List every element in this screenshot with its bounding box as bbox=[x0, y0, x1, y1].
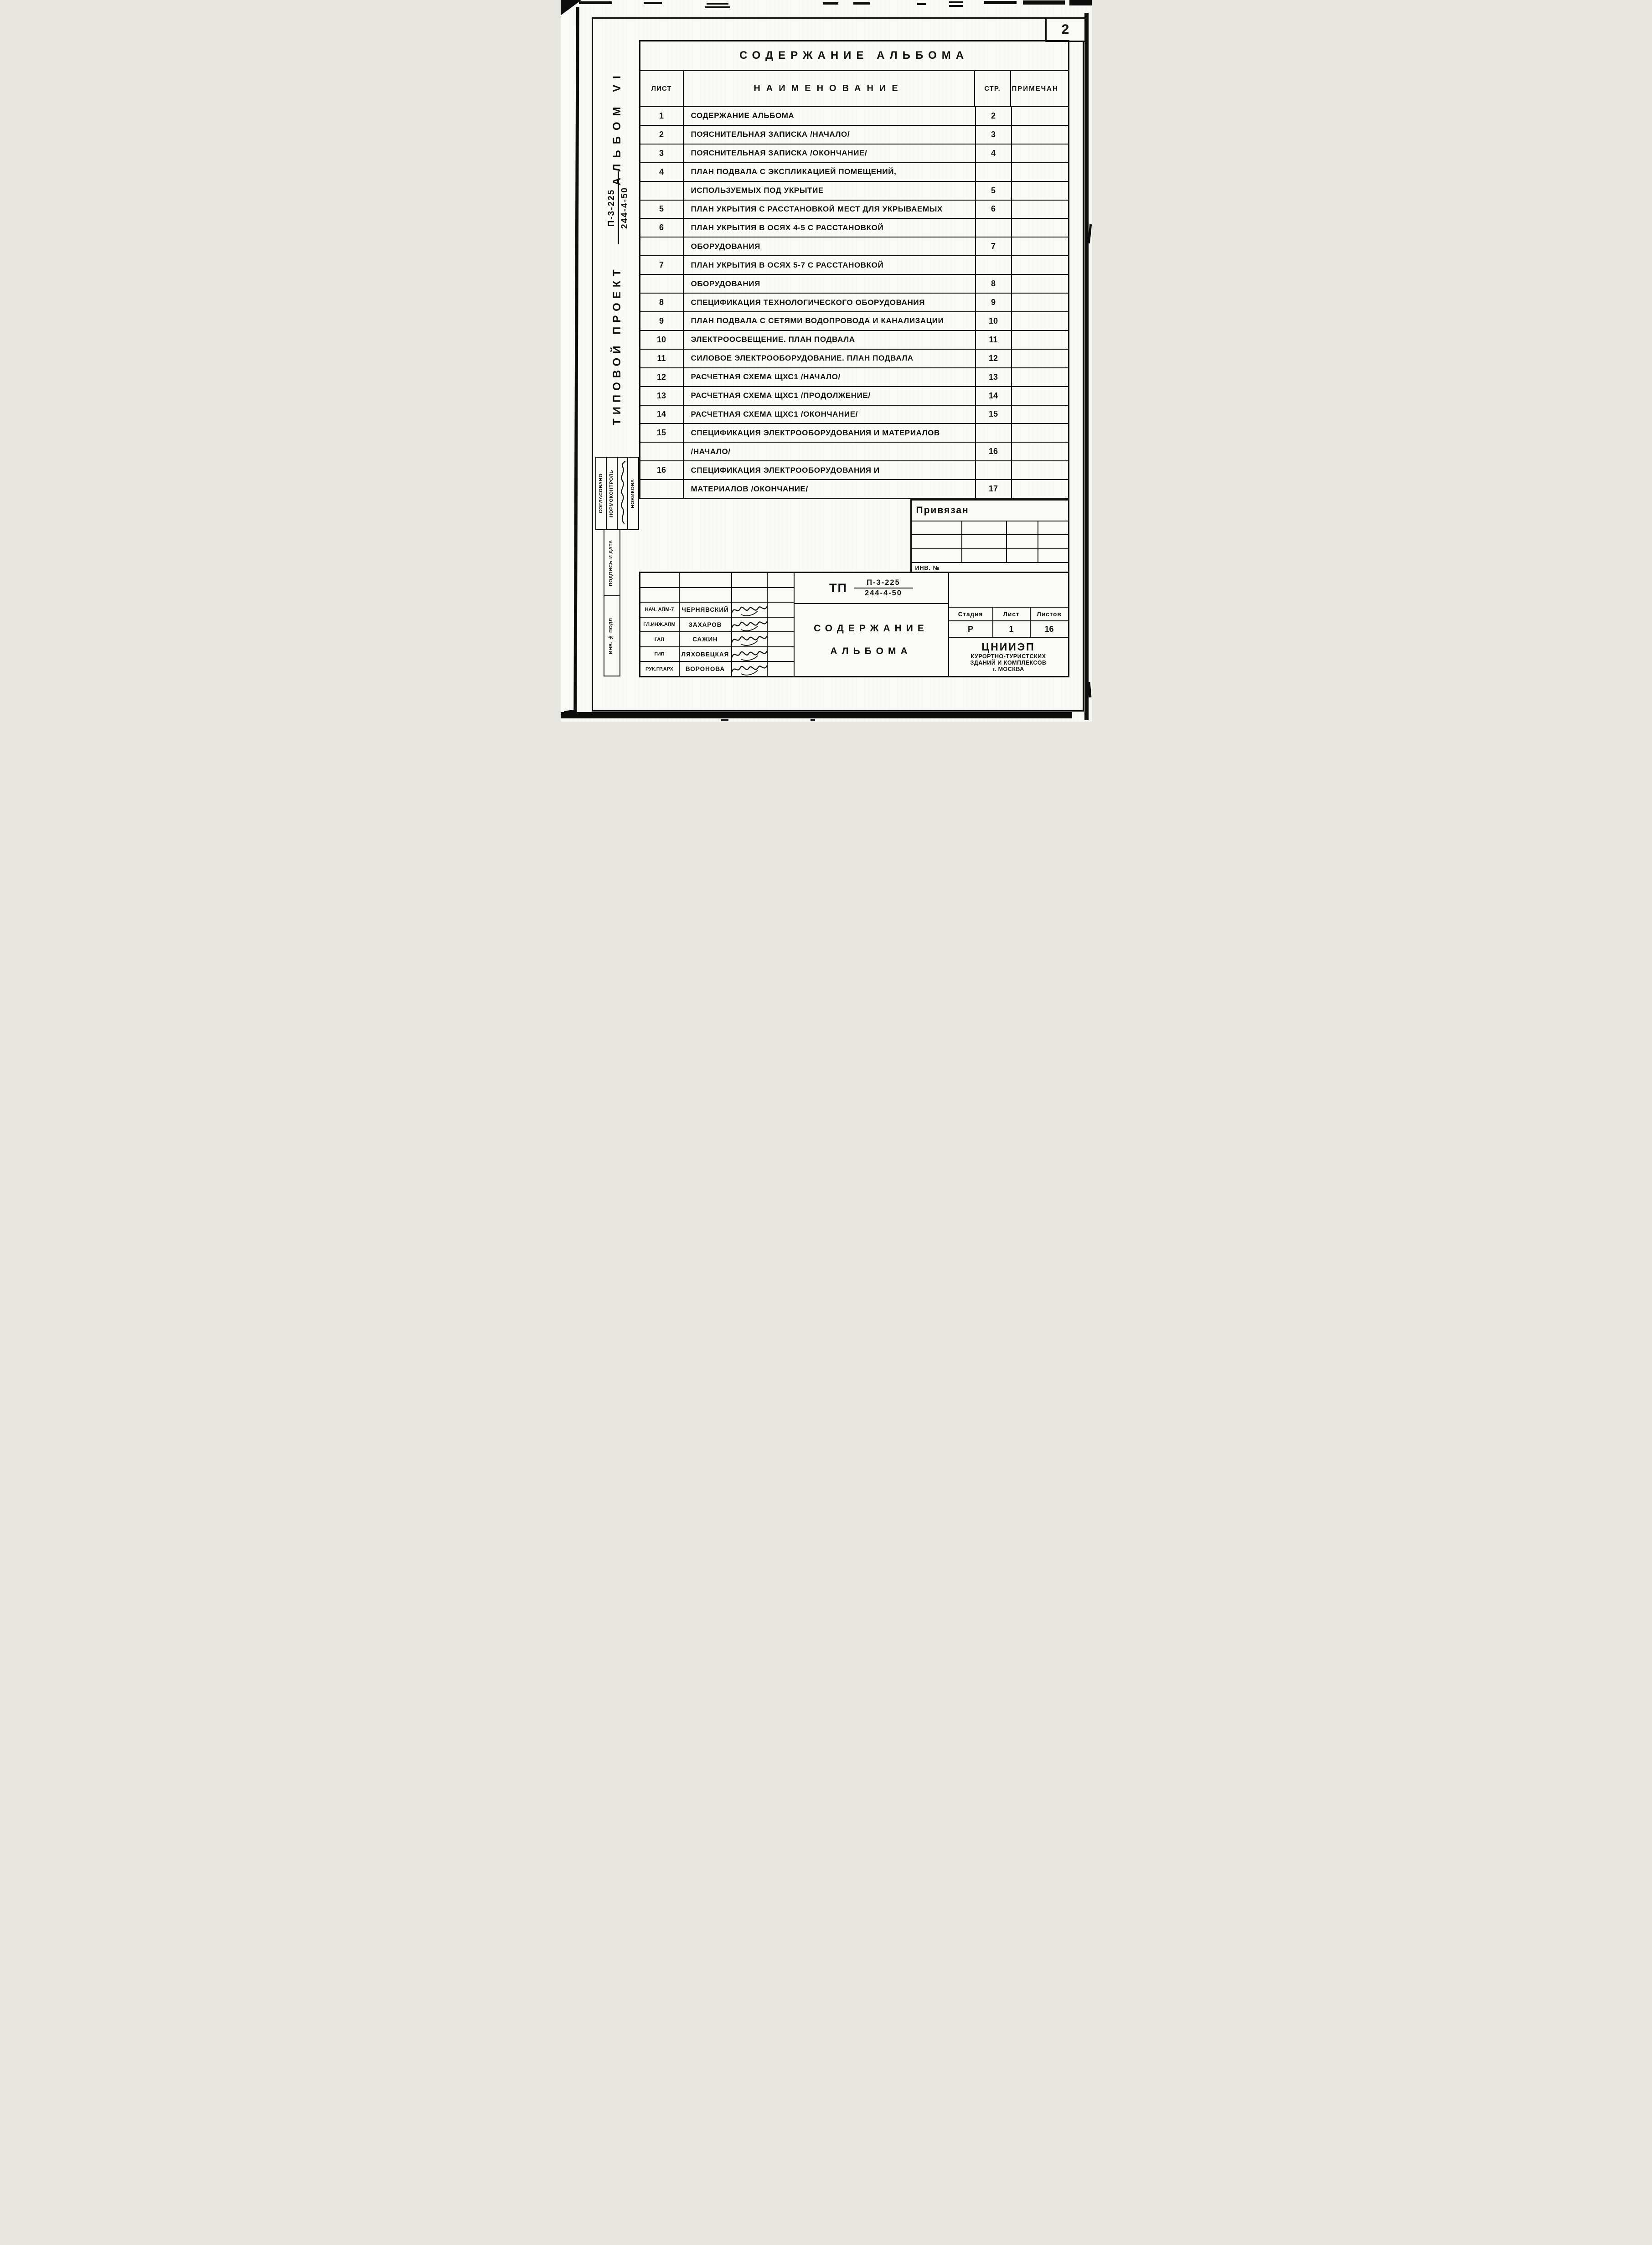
toc-note-cell bbox=[1012, 182, 1068, 200]
signer-signature-cell bbox=[732, 632, 768, 646]
signature-icon bbox=[730, 633, 769, 645]
toc-note-cell bbox=[1012, 107, 1068, 125]
page-number-box bbox=[1045, 17, 1086, 42]
scan-artifact bbox=[853, 2, 870, 5]
toc-sheet-number: 9 bbox=[640, 312, 684, 330]
org-line3: ЗДАНИЙ И КОМПЛЕКСОВ bbox=[970, 659, 1047, 666]
toc-sheet-number: 15 bbox=[640, 424, 684, 442]
titleblock-empty-row bbox=[640, 573, 794, 588]
toc-sheet-number bbox=[640, 237, 684, 255]
titleblock-empty-row bbox=[640, 588, 794, 603]
toc-table bbox=[639, 40, 1069, 499]
stage-header: Стадия bbox=[949, 608, 993, 620]
toc-page-number: 4 bbox=[976, 145, 1012, 162]
privyazan-grid-cell bbox=[1038, 521, 1068, 535]
table-row bbox=[640, 182, 1068, 201]
org-line2: КУРОРТНО-ТУРИСТСКИХ bbox=[971, 653, 1046, 660]
toc-entry-name: ПЛАН УКРЫТИЯ В ОСЯХ 4-5 С РАССТАНОВКОЙ bbox=[684, 219, 976, 237]
toc-sheet-number: 10 bbox=[640, 331, 684, 349]
inventory-box bbox=[604, 595, 620, 676]
normcontrol-label: НОРМОКОНТРОЛЬ bbox=[609, 470, 614, 517]
project-code-numerator: П-3-225 bbox=[606, 189, 616, 227]
stage-value: Р bbox=[949, 621, 993, 637]
doc-title-line1: СОДЕРЖАНИЕ bbox=[814, 623, 929, 634]
toc-note-cell bbox=[1012, 163, 1068, 181]
table-row bbox=[640, 406, 1068, 424]
table-row bbox=[640, 424, 1068, 443]
toc-sheet-number: 7 bbox=[640, 256, 684, 274]
toc-page-number bbox=[976, 424, 1012, 442]
sidebar-project-type-stamp bbox=[607, 254, 628, 437]
signer-extra-cell bbox=[768, 647, 794, 661]
 bbox=[640, 573, 680, 587]
toc-note-cell bbox=[1012, 145, 1068, 162]
toc-entry-name: РАСЧЕТНАЯ СХЕМА ЩХС1 /НАЧАЛО/ bbox=[684, 368, 976, 386]
tp-code-cell bbox=[795, 573, 948, 604]
toc-entry-name: СОДЕРЖАНИЕ АЛЬБОМА bbox=[684, 107, 976, 125]
inventory-label: ИНВ. № ПОДЛ bbox=[608, 618, 614, 654]
toc-sheet-number: 8 bbox=[640, 294, 684, 311]
signer-name: САЖИН bbox=[680, 632, 732, 646]
signer-row bbox=[640, 618, 794, 633]
signer-extra-cell bbox=[768, 662, 794, 676]
toc-page-number bbox=[976, 219, 1012, 237]
privyazan-grid-cell bbox=[962, 549, 1007, 563]
toc-note-cell bbox=[1012, 387, 1068, 405]
table-row bbox=[640, 331, 1068, 350]
title-block-middle bbox=[795, 573, 949, 676]
signature-icon bbox=[730, 662, 769, 675]
table-row bbox=[640, 294, 1068, 312]
toc-page-number: 10 bbox=[976, 312, 1012, 330]
privyazan-grid-cell bbox=[1007, 521, 1038, 535]
signer-name: ВОРОНОВА bbox=[680, 662, 732, 676]
org-name: ЦНИИЭП bbox=[981, 641, 1035, 653]
signer-role: ГИП bbox=[640, 647, 680, 661]
signer-name: ЛЯХОВЕЦКАЯ bbox=[680, 647, 732, 661]
toc-note-cell bbox=[1012, 237, 1068, 255]
 bbox=[640, 588, 680, 602]
scan-artifact bbox=[917, 3, 926, 5]
scan-artifact bbox=[705, 6, 730, 8]
 bbox=[680, 573, 732, 587]
toc-entry-name: РАСЧЕТНАЯ СХЕМА ЩХС1 /ОКОНЧАНИЕ/ bbox=[684, 406, 976, 423]
signer-row bbox=[640, 662, 794, 676]
toc-sheet-number: 12 bbox=[640, 368, 684, 386]
header-cell-name: НАИМЕНОВАНИЕ bbox=[684, 71, 975, 106]
toc-entry-name: СПЕЦИФИКАЦИЯ ЭЛЕКТРООБОРУДОВАНИЯ И МАТЕРИАЛОВ bbox=[684, 424, 976, 442]
toc-sheet-number bbox=[640, 275, 684, 293]
toc-entry-name: СИЛОВОЕ ЭЛЕКТРООБОРУДОВАНИЕ. ПЛАН ПОДВАЛА bbox=[684, 350, 976, 367]
toc-entry-name: ПОЯСНИТЕЛЬНАЯ ЗАПИСКА /НАЧАЛО/ bbox=[684, 126, 976, 144]
toc-note-cell bbox=[1012, 424, 1068, 442]
table-row bbox=[640, 368, 1068, 387]
toc-entry-name: РАСЧЕТНАЯ СХЕМА ЩХС1 /ПРОДОЛЖЕНИЕ/ bbox=[684, 387, 976, 405]
header-cell-note: ПРИМЕЧАН bbox=[1012, 84, 1058, 93]
header-cell-page: СТР. bbox=[975, 71, 1011, 106]
signature-date-label: ПОДПИСЬ И ДАТА bbox=[608, 540, 614, 587]
toc-page-number: 13 bbox=[976, 368, 1012, 386]
toc-page-number: 3 bbox=[976, 126, 1012, 144]
toc-entry-name: ОБОРУДОВАНИЯ bbox=[684, 275, 976, 293]
scan-artifact bbox=[561, 712, 1072, 718]
title-block-empty-cell bbox=[949, 573, 1068, 608]
scan-artifact bbox=[707, 3, 728, 5]
stage-header-row bbox=[949, 608, 1068, 621]
privyazan-grid-cell bbox=[912, 521, 962, 535]
toc-page-number: 12 bbox=[976, 350, 1012, 367]
signature-icon bbox=[730, 648, 769, 661]
toc-sheet-number: 6 bbox=[640, 219, 684, 237]
toc-note-cell bbox=[1012, 219, 1068, 237]
 bbox=[732, 588, 768, 602]
scan-artifact bbox=[721, 719, 728, 721]
toc-note-cell bbox=[1012, 256, 1068, 274]
signature-icon bbox=[730, 618, 769, 631]
 bbox=[680, 588, 732, 602]
privyazan-grid bbox=[912, 521, 1068, 563]
table-row bbox=[640, 107, 1068, 126]
toc-note-cell bbox=[1012, 443, 1068, 460]
signer-row bbox=[640, 603, 794, 618]
toc-sheet-number bbox=[640, 480, 684, 498]
privyazan-grid-cell bbox=[912, 535, 962, 549]
toc-note-cell bbox=[1012, 368, 1068, 386]
signer-role: ГЛ.ИНЖ.АПМ bbox=[640, 618, 680, 632]
scan-artifact bbox=[1069, 0, 1092, 5]
table-row bbox=[640, 256, 1068, 275]
title-block-right bbox=[949, 573, 1068, 676]
normcontrol-col bbox=[607, 458, 618, 529]
toc-entry-name: ОБОРУДОВАНИЯ bbox=[684, 237, 976, 255]
normcontrol-name-col bbox=[628, 458, 638, 529]
toc-sheet-number: 13 bbox=[640, 387, 684, 405]
toc-note-cell bbox=[1012, 294, 1068, 311]
signature-date-box bbox=[604, 529, 620, 597]
toc-entry-name: ПЛАН ПОДВАЛА С СЕТЯМИ ВОДОПРОВОДА И КАНАЛИЗАЦИИ bbox=[684, 312, 976, 330]
toc-sheet-number bbox=[640, 182, 684, 200]
sheets-header: Листов bbox=[1037, 610, 1062, 618]
tp-code-denominator: 244-4-50 bbox=[864, 589, 902, 597]
scan-artifact bbox=[644, 2, 662, 4]
toc-page-number: 14 bbox=[976, 387, 1012, 405]
signer-rows bbox=[640, 573, 795, 676]
project-code-denominator: 244-4-50 bbox=[620, 186, 629, 229]
toc-page-number: 16 bbox=[976, 443, 1012, 460]
scan-artifact bbox=[984, 1, 1017, 4]
tp-code-fraction bbox=[854, 578, 913, 598]
table-row bbox=[640, 145, 1068, 163]
toc-note-cell bbox=[1012, 201, 1068, 218]
table-row bbox=[640, 219, 1068, 237]
toc-title: СОДЕРЖАНИЕ АЛЬБОМА bbox=[739, 49, 969, 62]
privyazan-title: Привязан bbox=[912, 501, 1068, 521]
scan-artifact bbox=[949, 5, 963, 7]
scan-artifact bbox=[573, 7, 579, 712]
toc-entry-name: ПЛАН УКРЫТИЯ С РАССТАНОВКОЙ МЕСТ ДЛЯ УКРЫВАЕМЫХ bbox=[684, 201, 976, 218]
signer-role: НАЧ. АПМ-7 bbox=[640, 603, 680, 617]
scan-artifact bbox=[949, 1, 963, 3]
signer-row bbox=[640, 647, 794, 662]
album-label: АЛЬБОМ VI bbox=[610, 70, 623, 186]
table-row bbox=[640, 163, 1068, 182]
toc-entry-name: ЭЛЕКТРООСВЕЩЕНИЕ. ПЛАН ПОДВАЛА bbox=[684, 331, 976, 349]
table-row bbox=[640, 480, 1068, 498]
toc-note-cell bbox=[1012, 275, 1068, 293]
fraction-bar bbox=[617, 171, 619, 244]
table-row bbox=[640, 275, 1068, 294]
toc-header-row bbox=[640, 71, 1068, 107]
header-cell-sheet: ЛИСТ bbox=[640, 71, 684, 106]
 bbox=[768, 588, 794, 602]
toc-note-cell bbox=[1012, 480, 1068, 498]
toc-page-number: 6 bbox=[976, 201, 1012, 218]
toc-page-number bbox=[976, 256, 1012, 274]
signer-signature-cell bbox=[732, 647, 768, 661]
toc-page-number: 11 bbox=[976, 331, 1012, 349]
stage-values-row bbox=[949, 621, 1068, 638]
toc-note-cell bbox=[1012, 350, 1068, 367]
toc-note-cell bbox=[1012, 406, 1068, 423]
signer-extra-cell bbox=[768, 618, 794, 632]
signer-role: ГАП bbox=[640, 632, 680, 646]
doc-title-cell bbox=[795, 604, 948, 676]
toc-entry-name: ИСПОЛЬЗУЕМЫХ ПОД УКРЫТИЕ bbox=[684, 182, 976, 200]
privyazan-grid-cell bbox=[1038, 549, 1068, 563]
table-row bbox=[640, 126, 1068, 145]
table-row bbox=[640, 387, 1068, 406]
toc-page-number: 9 bbox=[976, 294, 1012, 311]
toc-entry-name: /НАЧАЛО/ bbox=[684, 443, 976, 460]
approval-block bbox=[595, 457, 639, 530]
privyazan-grid-cell bbox=[1007, 535, 1038, 549]
toc-sheet-number: 1 bbox=[640, 107, 684, 125]
scan-artifact bbox=[1023, 0, 1065, 5]
toc-sheet-number: 2 bbox=[640, 126, 684, 144]
toc-entry-name: СПЕЦИФИКАЦИЯ ЭЛЕКТРООБОРУДОВАНИЯ И bbox=[684, 461, 976, 479]
signer-extra-cell bbox=[768, 632, 794, 646]
toc-page-number bbox=[976, 163, 1012, 181]
scan-artifact bbox=[1084, 13, 1089, 720]
sheet-header: Лист bbox=[993, 608, 1031, 620]
scan-artifact bbox=[579, 1, 612, 4]
signer-signature-cell bbox=[732, 603, 768, 617]
org-city: г. МОСКВА bbox=[992, 666, 1024, 672]
toc-entry-name: ПЛАН УКРЫТИЯ В ОСЯХ 5-7 С РАССТАНОВКОЙ bbox=[684, 256, 976, 274]
toc-entry-name: ПЛАН ПОДВАЛА С ЭКСПЛИКАЦИЕЙ ПОМЕЩЕНИЙ, bbox=[684, 163, 976, 181]
project-type-label: ТИПОВОЙ ПРОЕКТ bbox=[610, 265, 623, 426]
toc-sheet-number: 3 bbox=[640, 145, 684, 162]
organization-block bbox=[949, 638, 1068, 676]
privyazan-grid-cell bbox=[962, 535, 1007, 549]
toc-page-number: 15 bbox=[976, 406, 1012, 423]
signer-row bbox=[640, 632, 794, 647]
privyazan-grid-cell bbox=[1038, 535, 1068, 549]
table-row bbox=[640, 312, 1068, 331]
toc-sheet-number: 5 bbox=[640, 201, 684, 218]
page-number: 2 bbox=[1061, 22, 1069, 37]
toc-page-number: 8 bbox=[976, 275, 1012, 293]
sheets-value: 16 bbox=[1044, 624, 1054, 634]
doc-title-line2: АЛЬБОМА bbox=[830, 646, 912, 656]
signer-role: РУК.ГР.АРХ bbox=[640, 662, 680, 676]
toc-sheet-number: 16 bbox=[640, 461, 684, 479]
toc-entry-name: МАТЕРИАЛОВ /ОКОНЧАНИЕ/ bbox=[684, 480, 976, 498]
scanned-sheet bbox=[561, 0, 1092, 722]
 bbox=[768, 573, 794, 587]
toc-sheet-number bbox=[640, 443, 684, 460]
approval-col bbox=[596, 458, 607, 529]
toc-note-cell bbox=[1012, 461, 1068, 479]
privyazan-grid-cell bbox=[1007, 549, 1038, 563]
privyazan-grid-cell bbox=[912, 549, 962, 563]
privyazan-inv-label: ИНВ. № bbox=[915, 565, 940, 571]
toc-sheet-number: 14 bbox=[640, 406, 684, 423]
tp-code-numerator: П-3-225 bbox=[867, 578, 900, 587]
table-row bbox=[640, 443, 1068, 461]
tp-label: ТП bbox=[829, 581, 847, 595]
toc-sheet-number: 4 bbox=[640, 163, 684, 181]
sidebar-project-code bbox=[600, 158, 636, 258]
sheet-value: 1 bbox=[993, 621, 1031, 637]
toc-entry-name: СПЕЦИФИКАЦИЯ ТЕХНОЛОГИЧЕСКОГО ОБОРУДОВАНИЯ bbox=[684, 294, 976, 311]
normcontrol-name: НОВИКОВА bbox=[630, 479, 635, 508]
toc-page-number: 5 bbox=[976, 182, 1012, 200]
table-row bbox=[640, 201, 1068, 219]
toc-page-number: 17 bbox=[976, 480, 1012, 498]
normcontrol-signature-col bbox=[618, 458, 629, 529]
toc-grid bbox=[640, 70, 1068, 498]
toc-note-cell bbox=[1012, 126, 1068, 144]
toc-note-cell bbox=[1012, 331, 1068, 349]
signature-icon bbox=[730, 603, 769, 616]
table-row bbox=[640, 237, 1068, 256]
privyazan-box bbox=[910, 499, 1069, 574]
toc-page-number bbox=[976, 461, 1012, 479]
title-block bbox=[639, 572, 1069, 677]
signer-name: ЗАХАРОВ bbox=[680, 618, 732, 632]
scan-artifact bbox=[811, 719, 815, 721]
table-row bbox=[640, 461, 1068, 480]
toc-page-number: 7 bbox=[976, 237, 1012, 255]
signer-name: ЧЕРНЯВСКИЙ bbox=[680, 603, 732, 617]
toc-entry-name: ПОЯСНИТЕЛЬНАЯ ЗАПИСКА /ОКОНЧАНИЕ/ bbox=[684, 145, 976, 162]
signer-signature-cell bbox=[732, 618, 768, 632]
 bbox=[732, 573, 768, 587]
signature-icon bbox=[618, 460, 627, 525]
approved-label: СОГЛАСОВАНО bbox=[598, 473, 604, 514]
toc-note-cell bbox=[1012, 312, 1068, 330]
signer-signature-cell bbox=[732, 662, 768, 676]
scan-artifact bbox=[823, 2, 838, 5]
signer-extra-cell bbox=[768, 603, 794, 617]
privyazan-grid-cell bbox=[962, 521, 1007, 535]
table-row bbox=[640, 350, 1068, 368]
toc-page-number: 2 bbox=[976, 107, 1012, 125]
toc-sheet-number: 11 bbox=[640, 350, 684, 367]
